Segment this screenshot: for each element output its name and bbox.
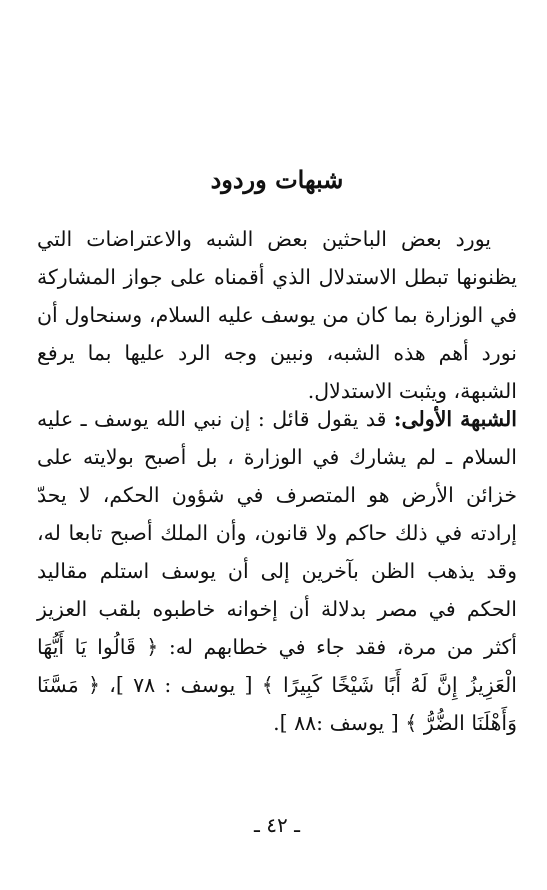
intro-paragraph <box>37 220 517 410</box>
objection-paragraph <box>37 400 517 742</box>
intro-paragraph-text: يورد بعض الباحثين بعض الشبه والاعتراضات التي يظنونها تبطل الاستدلال الذي أقمناه على جواز المشاركة في الوزارة بما كان من يوسف عليه السلام، وسنحاول أن نورد أهم هذه الشبه، ونبين وجه الرد عليها بما يرفع الشبهة، ويثبت الاستدلال. <box>37 227 517 403</box>
book-page <box>37 0 517 890</box>
objection-text: قد يقول قائل : إن نبي الله يوسف ـ عليه السلام ـ لم يشارك في الوزارة ، بل أصبح بولايته على خزائن الأرض هو المتصرف في شؤون الحكم، لا يحدّ إرادته في ذلك حاكم ولا قانون، وأن الملك أصبح تابعا له، وقد يذهب الظن بآخرين إلى أن يوسف استلم مقاليد الحكم في مصر بدلالة أن إخوانه خاطبوه بلقب العزيز أكثر من مرة، فقد جاء في خطابهم له: ﴿ قَالُوا يَا أَيُّهَا الْعَزِيزُ إِنَّ لَهُ أَبًا شَيْخًا كَبِيرًا ﴾ [ يوسف : ٧٨ ]، ﴿ مَسَّنَا وَأَهْلَنَا الضُّرُّ ﴾ [ يوسف :٨٨ ]. <box>37 407 517 735</box>
section-heading: شبهات وردود <box>210 165 344 194</box>
page-number: ـ ٤٢ ـ <box>254 813 300 837</box>
objection-label: الشبهة الأولى: <box>393 407 517 431</box>
